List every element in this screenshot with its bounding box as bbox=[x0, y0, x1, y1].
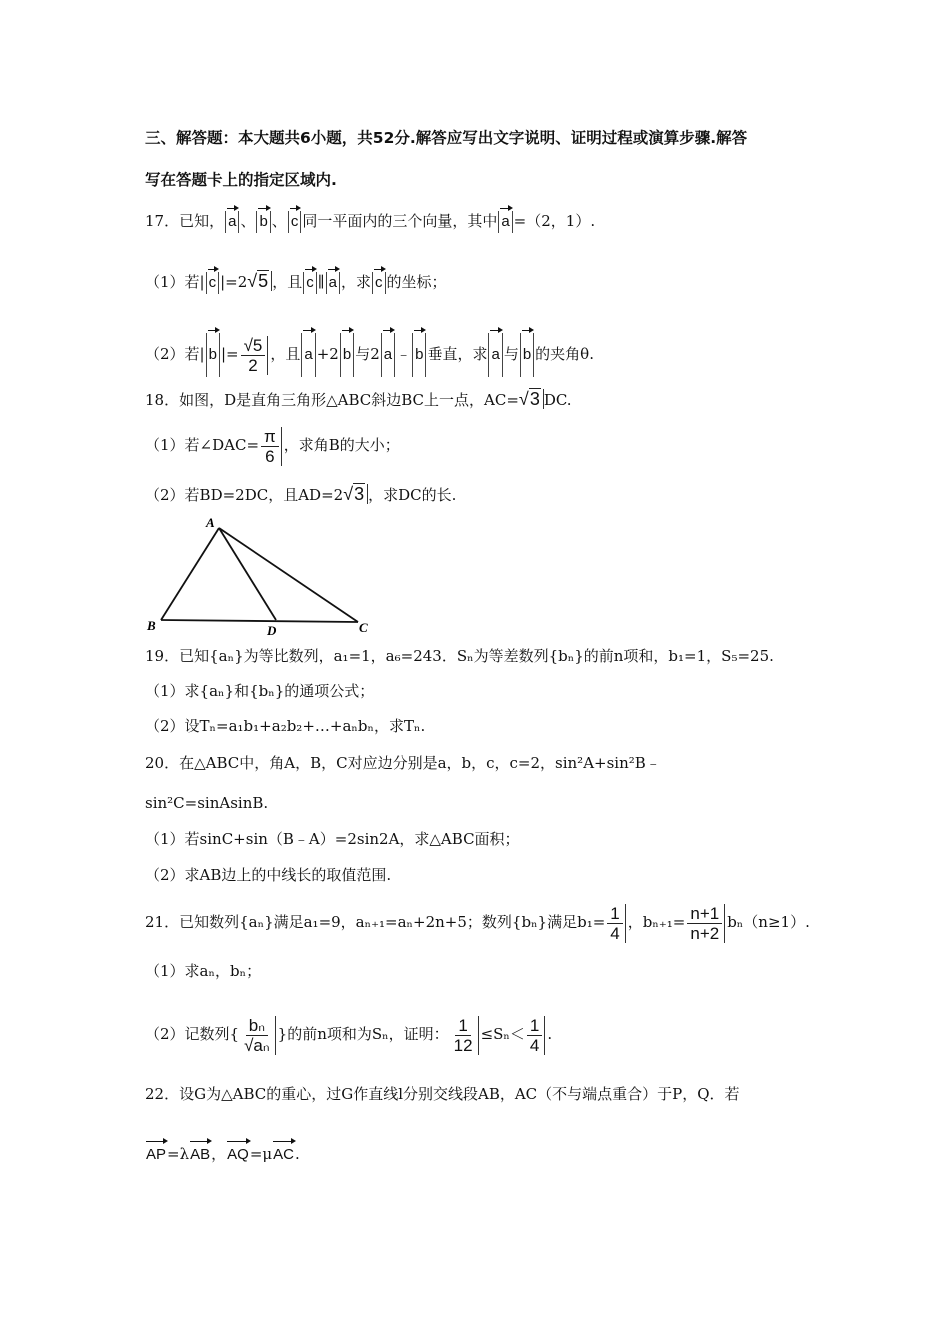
section-header-line2: 写在答题卡上的指定区域内. bbox=[145, 171, 337, 189]
q17-stem: 17．已知， a 、 b 、 c 同一平面内的三个向量，其中 a =（2，1）. bbox=[145, 210, 595, 233]
label-a: A bbox=[206, 516, 215, 530]
q20-part1: （1）若sinC+sin（B﹣A）=2sin2A，求△ABC面积； bbox=[145, 830, 520, 848]
segment-ad bbox=[219, 528, 276, 620]
q19-part1: （1）求{aₙ}和{bₙ}的通项公式； bbox=[145, 682, 375, 700]
segment-ac bbox=[219, 528, 358, 622]
q18-part1: （1）若∠DAC= $\frac{\pi}{6}$ ，求角B的大小； bbox=[145, 426, 400, 466]
segment-ab bbox=[161, 528, 219, 620]
q22-condition: AP=λAB，AQ=μAC. bbox=[145, 1143, 300, 1166]
q20-stem-line2: sin²C=sinAsinB. bbox=[145, 794, 269, 812]
q22-stem: 22．设G为△ABC的重心，过G作直线l分别交线段AB，AC（不与端点重合）于P，Q．若 bbox=[145, 1085, 740, 1103]
segment-bc bbox=[161, 620, 358, 622]
q21-part2: （2）记数列{ $\frac{\text{bₙ}}{\text{√aₙ}}$ }的前n项和为Sₙ，证明： $\frac{1}{12}$ ≤Sₙ＜ $\frac{1}{4}$ . bbox=[145, 1015, 553, 1055]
section-header-line1: 三、解答题：本大题共6小题，共52分.解答应写出文字说明、证明过程或演算步骤.解答 bbox=[145, 129, 748, 147]
label-b: B bbox=[147, 618, 156, 633]
q18-part2: （2）若BD=2DC，且AD=2√3 ，求DC的长. bbox=[145, 484, 457, 504]
q17-part1: （1）若| c |=2√5 ，且 c ∥ a ，求 c 的坐标； bbox=[145, 270, 447, 294]
q20-stem-line1: 20．在△ABC中，角A，B，C对应边分别是a，b，c，c=2，sin²A+sin²B﹣ bbox=[145, 754, 661, 772]
q20-part2: （2）求AB边上的中线长的取值范围. bbox=[145, 866, 392, 884]
q21-part1: （1）求aₙ，bₙ； bbox=[145, 962, 262, 980]
label-c: C bbox=[359, 620, 368, 635]
q18-stem: 18．如图，D是直角三角形△ABC斜边BC上一点，AC=√3 DC. bbox=[145, 389, 572, 409]
q19-part2: （2）设Tₙ=a₁b₁+a₂b₂+…+aₙbₙ，求Tₙ. bbox=[145, 717, 426, 735]
q21-stem: 21．已知数列{aₙ}满足a₁=9，aₙ₊₁=aₙ+2n+5；数列{bₙ}满足b₁= $\frac{1}{4}$ ，bₙ₊₁= $\frac{n+1}{n+2}$ bₙ（n≥1）. bbox=[145, 903, 810, 943]
triangle-figure bbox=[143, 516, 369, 640]
q17-part2: （2）若| b |= $\frac{√5}{2}$ ，且 a +2 b 与2 a ﹣ b 垂直，求 a 与 b 的夹角θ. bbox=[145, 332, 594, 377]
q19-stem: 19．已知{aₙ}为等比数列，a₁=1，a₆=243．Sₙ为等差数列{bₙ}的前n项和，b₁=1，S₅=25. bbox=[145, 647, 774, 665]
label-d: D bbox=[267, 623, 277, 638]
